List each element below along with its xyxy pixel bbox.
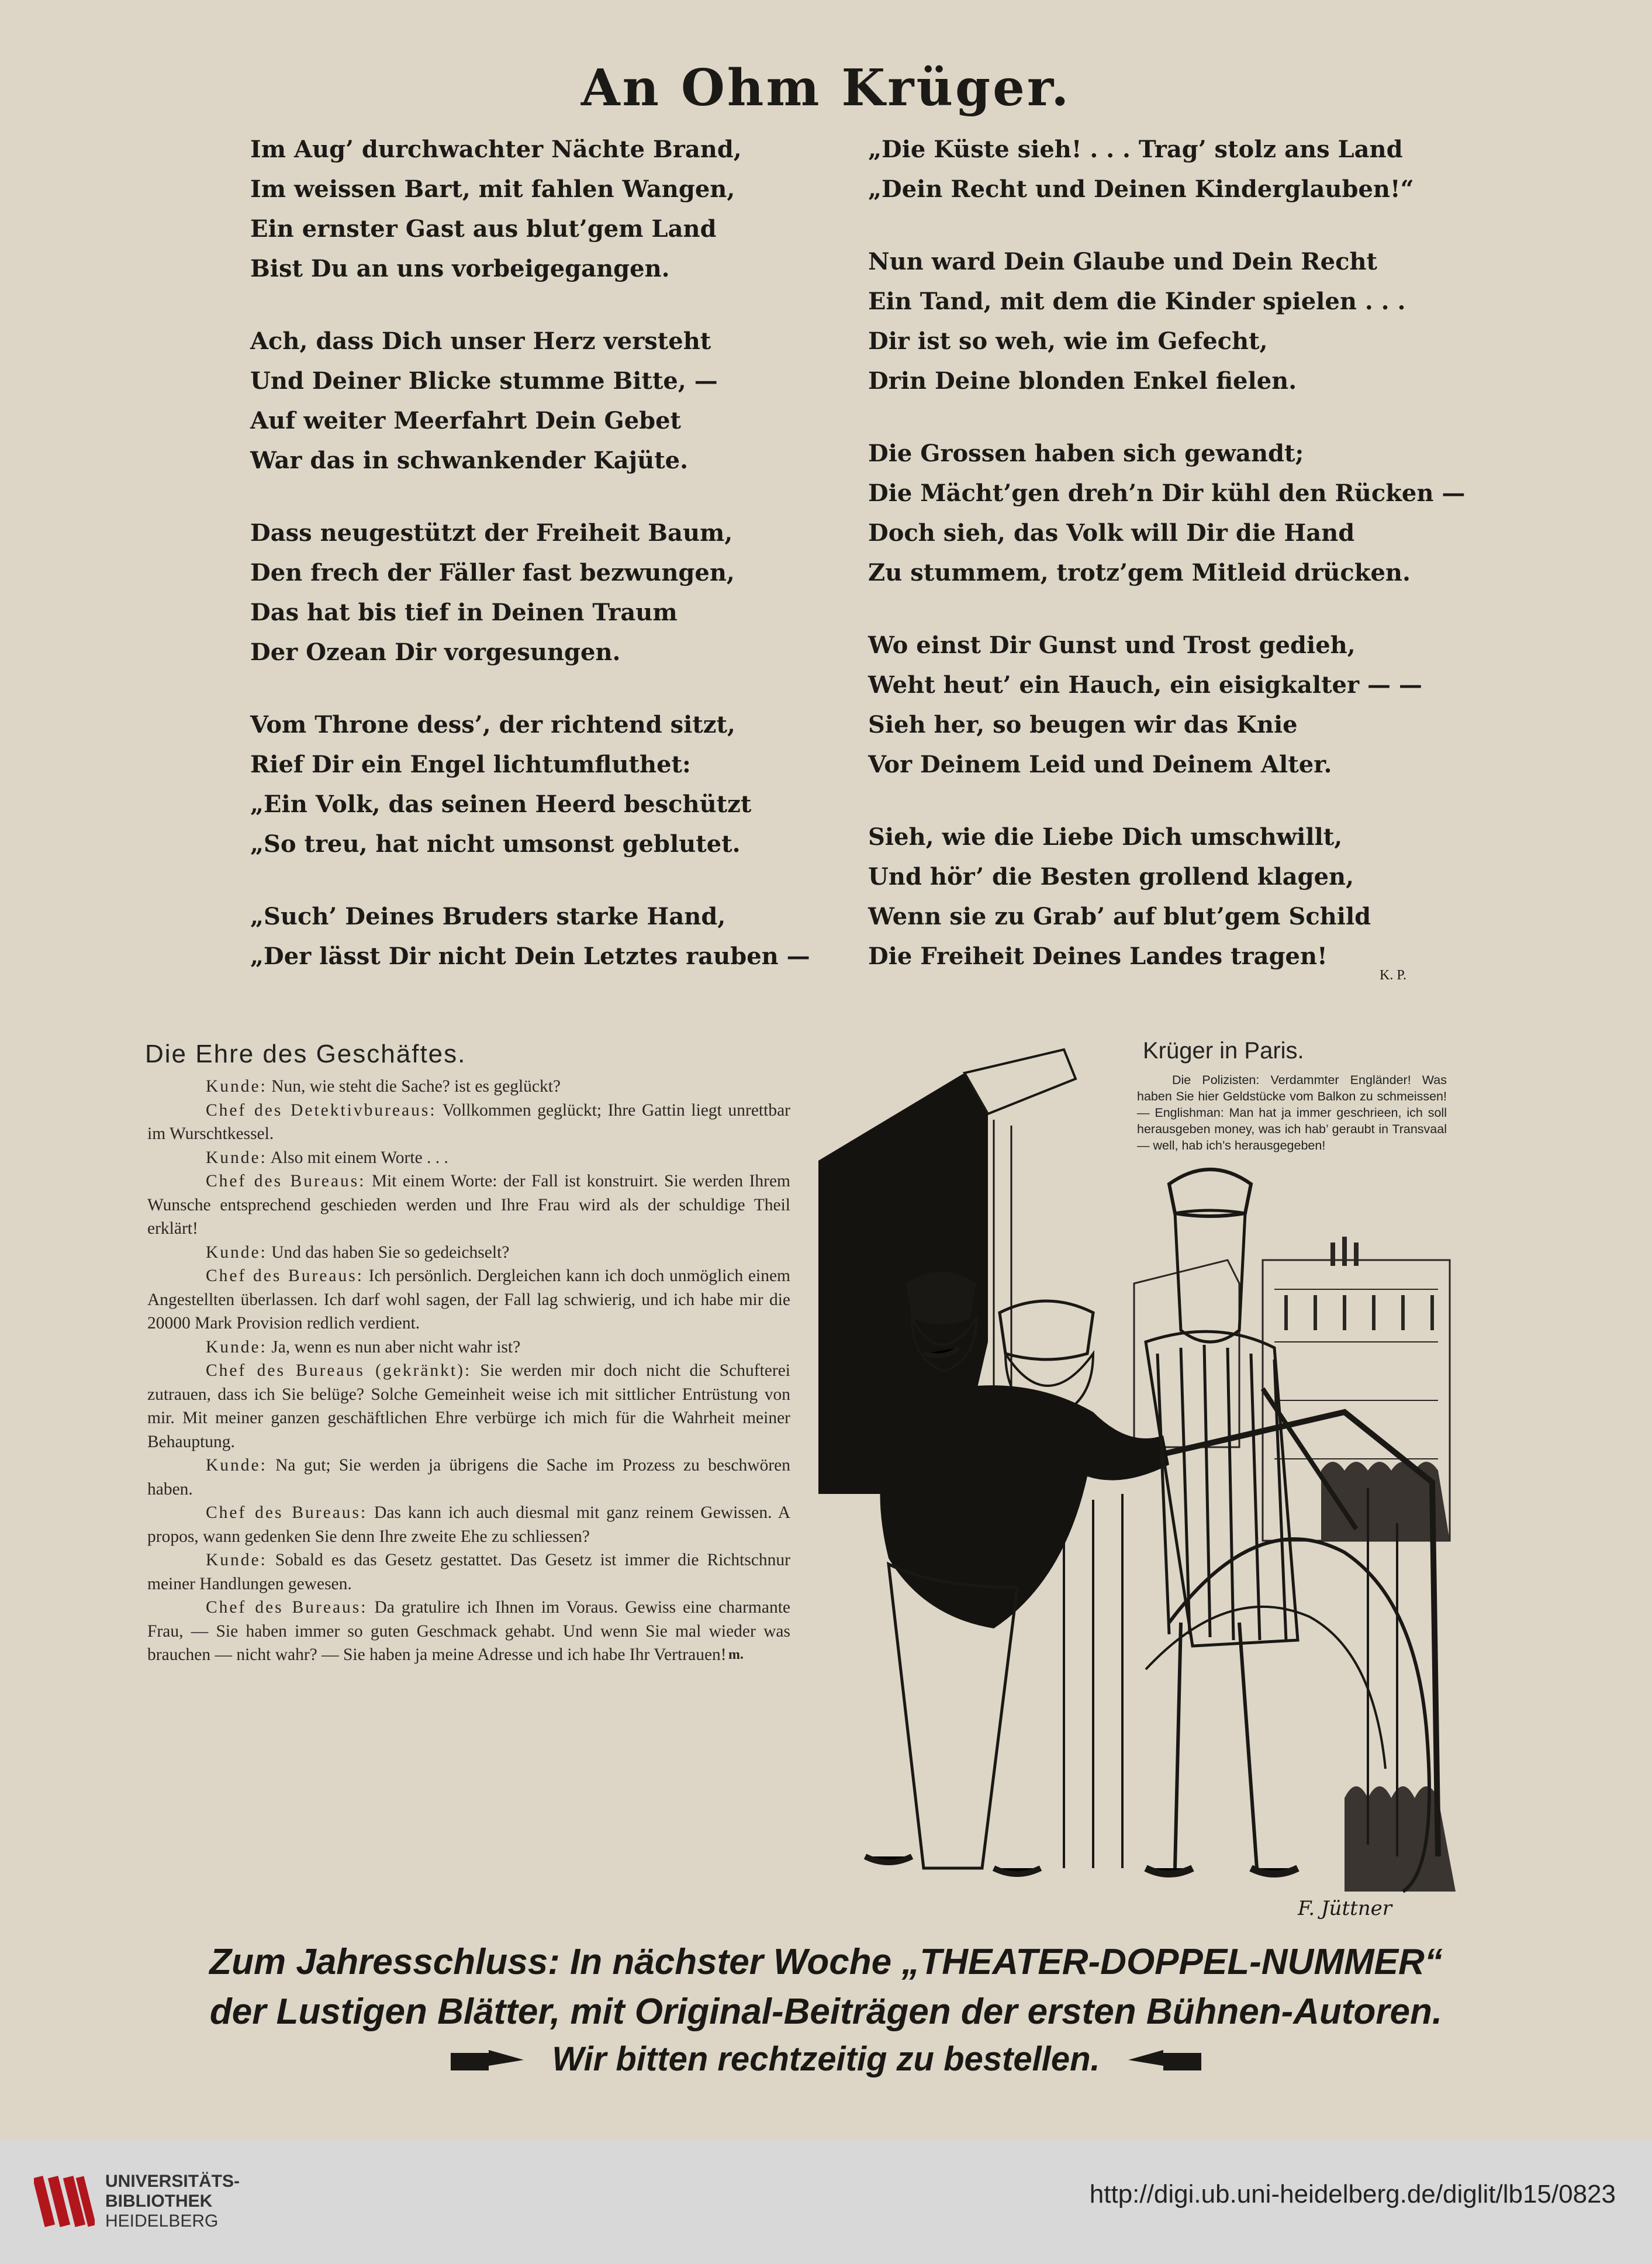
library-name-line-3: HEIDELBERG	[105, 2211, 219, 2231]
dialogue-text: Na gut; Sie werden ja übrigens die Sache im Prozess zu beschwören haben.	[147, 1456, 790, 1499]
library-footer	[0, 2140, 1652, 2264]
poem-line: Wenn sie zu Grab’ auf blut’gem Schild	[868, 903, 1371, 930]
poem-line: Und hör’ die Besten grollend klagen,	[868, 863, 1354, 891]
poem-line: Bist Du an uns vorbeigegangen.	[250, 255, 670, 282]
poem-line: Drin Deine blonden Enkel fielen.	[868, 367, 1297, 395]
pointing-hand-right-icon	[448, 2047, 530, 2076]
poem-line: Ach, dass Dich unser Herz versteht	[250, 327, 711, 355]
poem-line: Nun ward Dein Glaube und Dein Recht	[868, 248, 1378, 275]
speaker-label: Chef des Bureaus:	[206, 1266, 364, 1285]
story-column	[147, 1040, 790, 1667]
poem-line: Die Mächt’gen dreh’n Dir kühl den Rücken —	[868, 479, 1466, 507]
poem-line: „Die Küste sieh! . . . Trag’ stolz ans Land	[868, 136, 1403, 163]
poem-line: Dir ist so weh, wie im Gefecht,	[868, 327, 1268, 355]
story-paragraph	[147, 1169, 790, 1241]
poem-line: Die Freiheit Deines Landes tragen!	[868, 943, 1328, 970]
speaker-label: Kunde:	[206, 1456, 267, 1475]
speaker-label: Chef des Detektivbureaus:	[206, 1100, 437, 1120]
poem-line: Im Aug’ durchwachter Nächte Brand,	[250, 136, 742, 163]
poem-left-column	[250, 130, 835, 1009]
story-body	[147, 1075, 790, 1667]
poem-line: Ein ernster Gast aus blut’gem Land	[250, 215, 717, 243]
poem-stanza	[250, 897, 835, 976]
university-library-logo-icon	[34, 2170, 95, 2232]
dialogue-text: Da gratulire ich Ihnen im Voraus. Gewiss eine charmante Frau, — Sie haben immer so guten Geschmack gehabt. Und wenn Sie mal wieder was brauchen — nicht wahr? — Sie haben ja meine Adresse und ich habe Ihr Vertrauen!	[147, 1598, 790, 1664]
poem-signature: K. P.	[1380, 968, 1407, 983]
speaker-label: Kunde:	[206, 1243, 267, 1262]
story-paragraph	[147, 1596, 790, 1667]
poem-stanza	[250, 513, 835, 672]
poem-line: „Such’ Deines Bruders starke Hand,	[250, 903, 726, 930]
poem-line: Im weissen Bart, mit fahlen Wangen,	[250, 175, 735, 203]
speaker-label: Chef des Bureaus (gekränkt):	[206, 1361, 472, 1380]
poem-title: An Ohm Krüger.	[580, 58, 1072, 118]
story-paragraph	[147, 1548, 790, 1596]
poem-stanza	[250, 322, 835, 481]
poem-line: „Der lässt Dir nicht Dein Letztes rauben —	[250, 943, 810, 970]
poem-stanza	[250, 705, 835, 864]
story-paragraph	[147, 1359, 790, 1454]
poem-line: „So treu, hat nicht umsonst geblutet.	[250, 830, 741, 858]
story-paragraph	[147, 1099, 790, 1146]
story-paragraph	[147, 1146, 790, 1170]
story-paragraph	[147, 1454, 790, 1501]
dialogue-text: Sobald es das Gesetz gestattet. Das Gesetz ist immer die Richtschnur meiner Handlungen gewesen.	[147, 1551, 790, 1593]
story-paragraph	[147, 1241, 790, 1265]
poem-line: Dass neugestützt der Freiheit Baum,	[250, 519, 733, 547]
story-paragraph	[147, 1264, 790, 1335]
speaker-label: Kunde:	[206, 1148, 267, 1167]
poem-line: War das in schwankender Kajüte.	[250, 447, 689, 474]
library-name-line-2: BIBLIOTHEK	[105, 2191, 213, 2211]
pointing-hand-left-icon	[1122, 2047, 1204, 2076]
poem-line: Zu stummem, trotz’gem Mitleid drücken.	[868, 559, 1411, 586]
cartoon-illustration	[818, 1038, 1461, 1927]
dialogue-text: Also mit einem Worte . . .	[267, 1148, 448, 1167]
announcement-line-3	[0, 2039, 1652, 2079]
poem-line: Vor Deinem Leid und Deinem Alter.	[868, 751, 1332, 778]
poem-line: Doch sieh, das Volk will Dir die Hand	[868, 519, 1355, 547]
dialogue-text: Sie werden mir doch nicht die Schufterei zutrauen, dass ich Sie belüge? Solche Gemeinheit weise ich mit sittlicher Entrüstung von mir. Mit meiner ganzen geschäftlichen Ehre verbürge ich mich für die Wahrheit meiner Behauptung.	[147, 1361, 790, 1451]
poem-line: Vom Throne dess’, der richtend sitzt,	[250, 711, 735, 738]
poem-line: „Ein Volk, das seinen Heerd beschützt	[250, 791, 752, 818]
speaker-label: Kunde:	[206, 1551, 267, 1569]
cartoon-caption	[1137, 1072, 1447, 1154]
story-signature: m.	[728, 1647, 744, 1662]
speaker-label: Chef des Bureaus:	[206, 1172, 366, 1190]
poem-line: Den frech der Fäller fast bezwungen,	[250, 559, 735, 586]
poem-line: Sieh, wie die Liebe Dich umschwillt,	[868, 823, 1343, 851]
poem-line: Das hat bis tief in Deinen Traum	[250, 599, 678, 626]
poem-line: Und Deiner Blicke stumme Bitte, —	[250, 367, 718, 395]
dialogue-text: Und das haben Sie so gedeichselt?	[267, 1243, 510, 1262]
cartoon-caption-text: Die Polizisten: Verdammter Engländer! Was haben Sie hier Geldstücke vom Balkon zu schmeissen! — Englishman: Man hat ja immer geschrieen, ich soll herausgeben money, was ich hab’ geraubt in Transvaal — well, hab ich’s herausgegeben!	[1137, 1073, 1447, 1152]
dialogue-text: Ich persönlich. Dergleichen kann ich doch unmöglich einem Angestellten überlassen. Ich darf wohl sagen, der Fall lag schwierig, und ich habe mir die 20000 Mark Provision redlich verdient.	[147, 1266, 790, 1333]
story-paragraph	[147, 1501, 790, 1548]
poem-stanza	[868, 242, 1453, 401]
digital-library-url[interactable]: http://digi.ub.uni-heidelberg.de/diglit/lb15/0823	[1089, 2180, 1616, 2208]
poem-line: Rief Dir ein Engel lichtumfluthet:	[250, 751, 691, 778]
poem-line: Auf weiter Meerfahrt Dein Gebet	[250, 407, 682, 434]
poem-line: „Dein Recht und Deinen Kinderglauben!“	[868, 175, 1414, 203]
cartoon-title: Krüger in Paris.	[1143, 1038, 1304, 1064]
poem-line: Die Grossen haben sich gewandt;	[868, 440, 1304, 467]
story-title: Die Ehre des Geschäftes.	[145, 1040, 466, 1068]
poem-line: Weht heut’ ein Hauch, ein eisigkalter — —	[868, 671, 1422, 699]
order-notice: Wir bitten rechtzeitig zu bestellen.	[552, 2040, 1100, 2078]
library-name-line-1: UNIVERSITÄTS-	[105, 2172, 240, 2191]
story-paragraph	[147, 1075, 790, 1099]
speaker-label: Chef des Bureaus:	[206, 1598, 368, 1617]
library-name	[105, 2172, 240, 2231]
announcement-line-2: der Lustigen Blätter, mit Original-Beiträgen der ersten Bühnen-Autoren.	[209, 1992, 1443, 2032]
story-paragraph	[147, 1335, 790, 1359]
artist-signature: F. Jüttner	[1298, 1897, 1392, 1920]
dialogue-text: Das kann ich auch diesmal mit ganz reinem Gewissen. A propos, wann gedenken Sie denn Ihre zweite Ehe zu schliessen?	[147, 1503, 791, 1546]
poem-line: Der Ozean Dir vorgesungen.	[250, 639, 621, 666]
announcement-line-1: Zum Jahresschluss: In nächster Woche „THEATER-DOPPEL-NUMMER“	[209, 1942, 1443, 1982]
poem-stanza	[868, 817, 1453, 976]
poem-line: Ein Tand, mit dem die Kinder spielen . . .	[868, 288, 1406, 315]
poem-line: Wo einst Dir Gunst und Trost gedieh,	[868, 631, 1356, 659]
speaker-label: Kunde:	[206, 1337, 267, 1357]
speaker-label: Kunde:	[206, 1077, 267, 1096]
poem-stanza	[250, 130, 835, 289]
speaker-label: Chef des Bureaus:	[206, 1503, 368, 1522]
poem-line: Sieh her, so beugen wir das Knie	[868, 711, 1298, 738]
poem-right-column	[868, 130, 1466, 1009]
dialogue-text: Vollkommen geglückt; Ihre Gattin liegt unrettbar im Wurschtkessel.	[147, 1100, 790, 1143]
poem-stanza	[868, 434, 1466, 593]
dialogue-text: Ja, wenn es nun aber nicht wahr ist?	[267, 1337, 521, 1357]
dialogue-text: Mit einem Worte: der Fall ist konstruirt. Sie werden Ihrem Wunsche entsprechend geschieden werden und Ihre Frau wird als der schuldige Theil erklärt!	[147, 1172, 791, 1238]
poem-stanza	[868, 626, 1453, 785]
dialogue-text: Nun, wie steht die Sache? ist es geglückt?	[267, 1077, 561, 1096]
poem-stanza	[868, 130, 1453, 209]
